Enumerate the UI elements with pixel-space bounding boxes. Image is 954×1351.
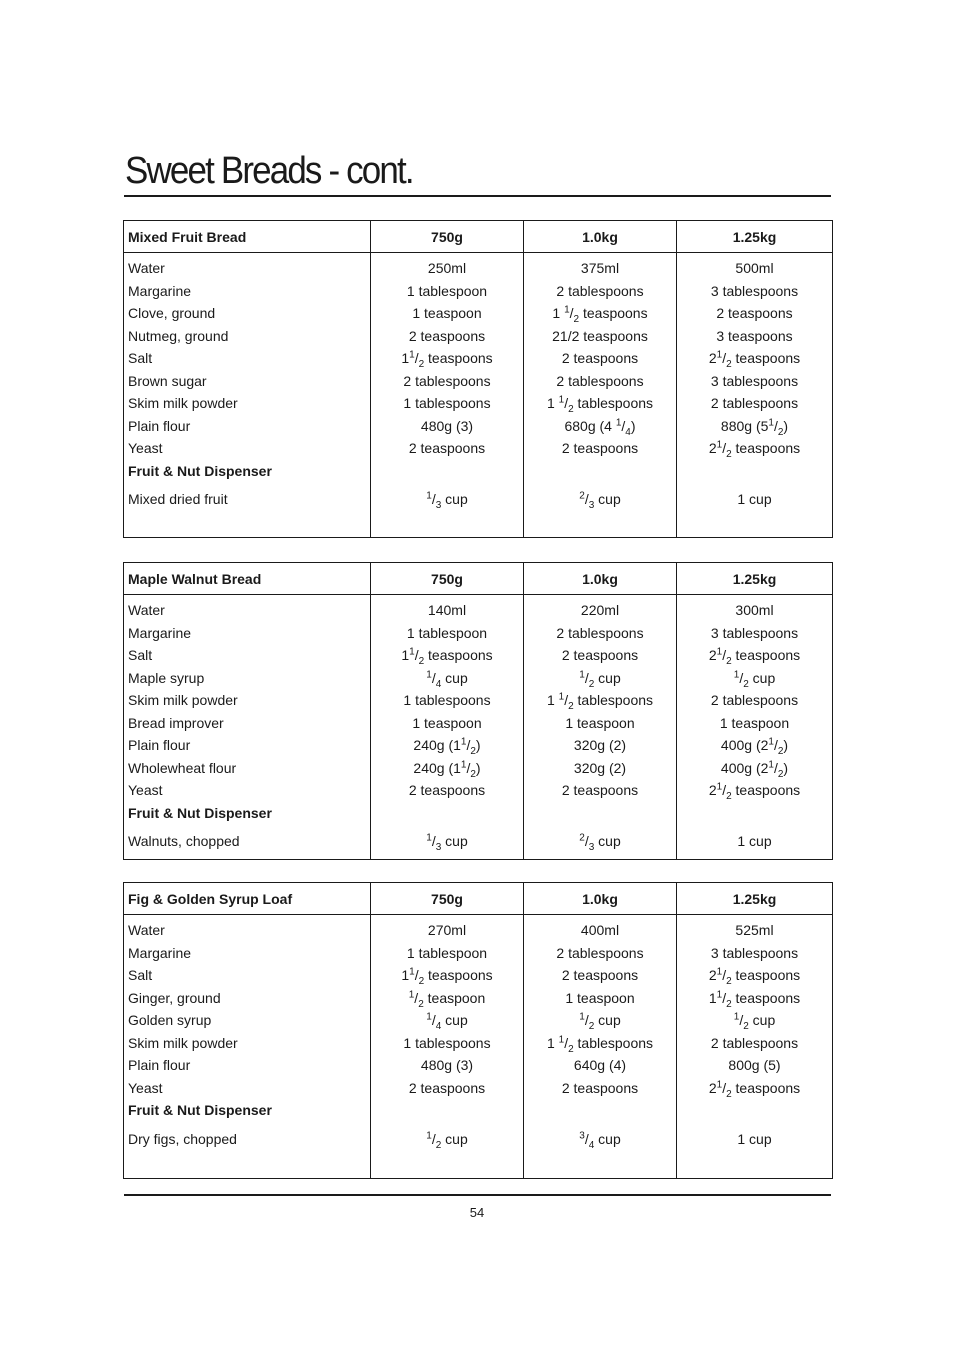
ingredient-quantity: $^1/_4$ cup [426,1011,468,1032]
ingredient-quantity: $^1/_2$ cup [733,1011,776,1032]
ingredient-name: Nutmeg, ground [128,327,229,344]
ingredient-quantity: 2 tablespoons [556,944,644,961]
page-number: 54 [469,1205,485,1220]
ingredient-names-column [124,915,371,1179]
ingredient-quantity: 1 tablespoon [406,944,488,961]
section-heading: Fruit & Nut Dispenser [128,804,272,821]
ingredient-quantity: 2 tablespoons [403,372,491,389]
ingredient-name: Salt [128,967,153,983]
ingredient-quantity: 500ml [735,260,774,276]
ingredient-quantity: 1 $^1/_2$ tablespoons [546,394,654,415]
page-title: Sweet Breads - cont. [125,150,413,192]
section-heading: Fruit & Nut Dispenser [128,1102,272,1118]
ingredient-name: Walnuts, chopped [128,833,240,849]
ingredient-quantity: 2 teaspoons [561,967,639,983]
ingredient-name: Salt [128,647,153,663]
section-heading: Fruit & Nut Dispenser [128,462,272,479]
ingredient-quantity: 525ml [735,922,774,938]
ingredient-quantity: 1 tablespoons [403,395,491,411]
ingredient-quantity: 2 teaspoons [561,782,639,798]
ingredient-name: Skim milk powder [128,692,238,708]
size-header: 1.0kg [524,221,677,253]
size-header: 1.0kg [524,563,677,595]
recipe-name-header: Mixed Fruit Bread [124,221,371,253]
ingredient-quantity: 2 teaspoons [561,1079,639,1096]
ingredient-quantity: 21/2 teaspoons [552,327,648,344]
table-header-row [124,883,833,915]
ingredient-quantity: 2 teaspoons [561,440,639,456]
ingredient-names-column [124,253,371,538]
ingredient-names-column [124,595,371,860]
ingredient-quantity: 140ml [427,602,467,618]
ingredient-quantity: $1^1/_2$ teaspoons [401,349,493,370]
ingredient-name: Wholewheat flour [128,759,237,776]
ingredient-quantity: 1 tablespoons [403,692,491,708]
ingredient-quantity: 250ml [427,260,467,276]
ingredient-name: Plain flour [128,417,191,434]
ingredient-quantity [681,802,828,825]
ingredient-name: Brown sugar [128,372,207,389]
ingredient-quantity [375,802,519,825]
ingredient-quantity: 3 tablespoons [710,282,799,299]
ingredient-name: Plain flour [128,1057,191,1073]
ingredient-quantity: 320g (2) [573,759,627,776]
ingredient-quantity: 1 tablespoon [406,624,488,641]
ingredient-quantity: 2 teaspoons [408,782,486,798]
ingredient-quantity: 1 tablespoon [406,282,488,299]
ingredient-quantity: 2 teaspoons [408,440,486,456]
ingredient-quantity: 270ml [427,922,467,938]
ingredient-quantity: 1 teaspoon [565,989,635,1006]
table-header-row [124,221,833,253]
ingredient-quantity: 2 tablespoons [556,282,644,299]
ingredient-quantity: 2 tablespoons [556,624,644,641]
ingredient-quantity: 480g (3) [420,1057,474,1073]
ingredient-quantity: $1^1/_2$ teaspoons [401,646,493,667]
recipe-table-mixed-fruit-bread [123,220,833,538]
ingredient-name: Yeast [128,440,163,456]
ingredient-quantity: 1 $^1/_2$ tablespoons [546,1033,654,1055]
ingredient-quantity: $2^1/_2$ teaspoons [708,646,801,667]
ingredient-quantity: 640g (4) [573,1057,627,1073]
ingredient-name: Ginger, ground [128,989,221,1006]
ingredient-name: Water [128,260,165,276]
quantity-column [371,595,524,860]
size-header: 750g [371,563,524,595]
ingredient-quantity: 480g (3) [420,417,474,434]
ingredient-quantity: 2 teaspoons [561,350,639,366]
ingredient-quantity: $^1/_2$ cup [426,1129,468,1151]
size-header: 1.0kg [524,883,677,915]
quantity-column [677,915,833,1179]
ingredient-name: Margarine [128,944,192,961]
ingredient-name: Water [128,602,165,618]
ingredient-quantity: 1 teaspoon [719,714,790,731]
quantity-column [524,253,677,538]
ingredient-quantity: $^1/_2$ cup [579,1011,621,1032]
ingredient-quantity: 400g $(2^1/_2)$ [720,758,789,780]
ingredient-name: Clove, ground [128,305,216,321]
ingredient-name: Salt [128,350,153,366]
recipe-table-fig-golden-syrup-loaf [123,882,833,1179]
ingredient-quantity: $2^1/_2$ teaspoons [708,349,801,370]
size-header: 1.25kg [677,221,833,253]
ingredient-quantity [528,1099,672,1122]
size-header: 1.25kg [677,883,833,915]
ingredient-quantity: 220ml [580,602,620,618]
ingredient-quantity: 2 tablespoons [710,1034,799,1051]
ingredient-quantity: $^1/_2$ cup [733,668,776,690]
ingredient-name: Skim milk powder [128,395,238,411]
ingredient-quantity: $^2/_3$ cup [579,832,621,853]
ingredient-name: Margarine [128,624,192,641]
recipe-table-maple-walnut-bread [123,562,833,860]
ingredient-quantity: 240g $(1^1/_2)$ [413,736,481,757]
quantity-column [677,595,833,860]
quantity-column [524,595,677,860]
ingredient-quantity: 800g (5) [728,1057,781,1073]
ingredient-quantity: $^1/_3$ cup [426,832,468,853]
ingredient-quantity: $2^1/_2$ teaspoons [708,439,801,460]
ingredient-quantity: 1 cup [737,1130,772,1147]
ingredient-quantity: 680g (4 $^1/_4$) [564,416,636,438]
ingredient-name: Water [128,922,165,938]
ingredient-quantity: 2 teaspoons [408,327,486,344]
ingredient-name: Bread improver [128,714,224,731]
ingredient-name: Maple syrup [128,669,205,686]
quantity-column [524,915,677,1179]
ingredient-quantity: 3 tablespoons [710,624,799,641]
ingredient-quantity: 2 tablespoons [556,372,644,389]
recipe-name-header: Maple Walnut Bread [124,563,371,595]
ingredient-quantity: 240g $(1^1/_2)$ [413,758,481,780]
ingredient-quantity: $1^1/_2$ teaspoons [401,966,493,987]
table-header-row [124,563,833,595]
ingredient-name: Skim milk powder [128,1034,238,1051]
ingredient-quantity: $2^1/_2$ teaspoons [708,966,801,987]
ingredient-quantity: $^1/_2$ cup [579,668,621,690]
ingredient-quantity [681,1099,828,1122]
ingredient-quantity: 3 teaspoons [716,327,793,344]
ingredient-quantity: 400ml [580,922,620,938]
ingredient-name: Mixed dried fruit [128,491,228,507]
ingredient-name: Margarine [128,282,192,299]
ingredient-name: Yeast [128,782,163,798]
ingredient-quantity: 1 tablespoons [403,1034,491,1051]
ingredient-quantity: 3 tablespoons [710,372,799,389]
ingredient-quantity: 2 tablespoons [710,692,799,708]
ingredient-quantity: 400g $(2^1/_2)$ [720,736,789,757]
ingredient-quantity [528,802,672,825]
ingredient-quantity: 1 $^1/_2$ teaspoons [552,304,648,325]
ingredients-row [124,595,833,860]
ingredient-quantity: 1 teaspoon [412,305,482,321]
ingredient-quantity: 1 cup [737,833,772,849]
ingredient-quantity: 1 teaspoon [565,714,635,731]
ingredients-row [124,915,833,1179]
ingredient-quantity: 3 tablespoons [710,944,799,961]
size-header: 1.25kg [677,563,833,595]
ingredient-name: Golden syrup [128,1012,212,1028]
ingredient-quantity: 1 teaspoon [412,714,482,731]
footer-divider [124,1194,831,1196]
ingredient-quantity: $1^1/_2$ teaspoons [708,988,801,1010]
ingredient-name: Yeast [128,1079,163,1096]
ingredient-quantity: 320g (2) [573,737,627,753]
ingredient-quantity: $^1/_3$ cup [426,490,468,511]
ingredient-quantity: $2^1/_2$ teaspoons [708,1078,801,1100]
title-divider [124,195,831,197]
ingredient-quantity: $^1/_2$ teaspoon [408,988,486,1010]
size-header: 750g [371,221,524,253]
ingredient-quantity: 2 teaspoons [716,305,793,321]
ingredient-quantity [681,460,828,483]
quantity-column [371,253,524,538]
quantity-column [677,253,833,538]
ingredient-name: Plain flour [128,737,191,753]
ingredient-quantity: $^3/_4$ cup [579,1129,621,1151]
ingredient-quantity: 2 teaspoons [561,647,639,663]
ingredient-quantity: 2 tablespoons [710,395,799,411]
ingredient-quantity: 375ml [580,260,620,276]
recipe-name-header: Fig & Golden Syrup Loaf [124,883,371,915]
ingredient-quantity: $^1/_4$ cup [426,668,468,690]
ingredient-quantity: 2 teaspoons [408,1079,486,1096]
ingredient-quantity: $2^1/_2$ teaspoons [708,781,801,802]
ingredient-quantity: 880g $(5^1/_2)$ [720,416,789,438]
ingredient-quantity: 1 $^1/_2$ tablespoons [546,691,654,712]
ingredients-row [124,253,833,538]
ingredient-quantity [528,460,672,483]
ingredient-name: Dry figs, chopped [128,1130,237,1147]
quantity-column [371,915,524,1179]
ingredient-quantity [375,460,519,483]
ingredient-quantity: 1 cup [737,491,772,507]
ingredient-quantity [375,1099,519,1122]
size-header: 750g [371,883,524,915]
ingredient-quantity: 300ml [735,602,774,618]
ingredient-quantity: $^2/_3$ cup [579,490,621,511]
